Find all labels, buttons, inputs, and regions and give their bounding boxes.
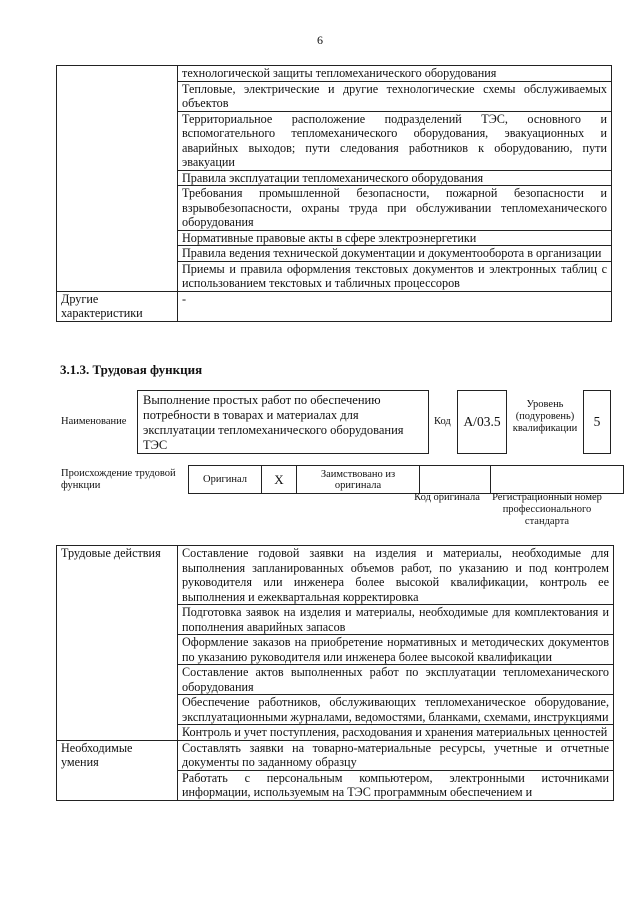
row-label: Необходимые умения [57, 740, 178, 800]
row-label: Другие характеристики [57, 291, 178, 321]
table-cell: Правила эксплуатации тепломеханического оборудования [178, 170, 612, 186]
table-cell: Территориальное расположение подразделений ТЭС, основного и вспомогательного тепломеханического оборудования, эвакуационных и аварийных выходов; пути следования работников к оборудованию, пути эвакуации [178, 111, 612, 170]
row-label [57, 66, 178, 292]
table-cell: Требования промышленной безопасности, пожарной безопасности и взрывобезопасности, охраны труда при обслуживании тепломеханического оборудования [178, 186, 612, 231]
table-cell: Составление годовой заявки на изделия и материалы, необходимые для выполнения запланированных объемов работ, по указанию и под контролем руководителя или инженера более высокой квалификации, контроль ее выполнения и ежеквартальная корректировка [178, 546, 614, 605]
knowledge-table [56, 65, 612, 322]
borrowed-cell: Заимствовано из оригинала [297, 466, 420, 494]
reg-number-cell [491, 466, 624, 494]
table-row [57, 291, 612, 321]
table-cell: Контроль и учет поступления, расходования и хранения материальных ценностей [178, 725, 614, 741]
level-value: 5 [583, 390, 611, 454]
table-cell: Работать с персональным компьютером, электронными источниками информации, используемым на ТЭС программным обеспечением и [178, 770, 614, 800]
name-label: Наименование [61, 416, 127, 427]
table-cell: Приемы и правила оформления текстовых документов и электронных таблиц с использованием текстовых и табличных процессоров [178, 261, 612, 291]
code-label: Код [434, 416, 451, 427]
table-row [57, 546, 614, 605]
name-value: Выполнение простых работ по обеспечению потребности в товарах и материалах для эксплуатации тепломеханического оборудования ТЭС [137, 390, 429, 454]
table-cell: Тепловые, электрические и другие технологические схемы обслуживаемых объектов [178, 81, 612, 111]
table-cell: Подготовка заявок на изделия и материалы, необходимые для комплектования и пополнения аварийных запасов [178, 605, 614, 635]
table-cell: - [178, 291, 612, 321]
function-table [56, 545, 614, 801]
table-row [57, 740, 614, 770]
table-cell: Составление актов выполненных работ по эксплуатации тепломеханического оборудования [178, 665, 614, 695]
code-caption: Код оригинала [414, 492, 480, 503]
reg-caption: Регистрационный номер профессионального стандарта [492, 492, 602, 527]
table-cell: Составлять заявки на товарно-материальные ресурсы, учетные и отчетные документы по заданному образцу [178, 740, 614, 770]
page-number: 6 [317, 33, 323, 47]
origin-label: Происхождение трудовой функции [61, 468, 176, 491]
origin-table [188, 465, 624, 494]
row-label: Трудовые действия [57, 546, 178, 741]
table-cell: Нормативные правовые акты в сфере электроэнергетики [178, 230, 612, 246]
section-title: 3.1.3. Трудовая функция [60, 362, 203, 377]
original-mark: X [262, 466, 297, 494]
table-cell: Правила ведения технической документации и документооборота в организации [178, 246, 612, 262]
table-cell: технологической защиты тепломеханического оборудования [178, 66, 612, 82]
code-value: A/03.5 [457, 390, 507, 454]
table-cell: Оформление заказов на приобретение нормативных и методических документов по указанию руководителя или инженера более высокой квалификации [178, 635, 614, 665]
code-original-cell [420, 466, 491, 494]
original-cell: Оригинал [189, 466, 262, 494]
table-row [57, 66, 612, 82]
level-label: Уровень (подуровень) квалификации [512, 399, 578, 434]
table-cell: Обеспечение работников, обслуживающих тепломеханическое оборудование, эксплуатационными журналами, ведомостями, бланками, схемами, инструкциями [178, 695, 614, 725]
